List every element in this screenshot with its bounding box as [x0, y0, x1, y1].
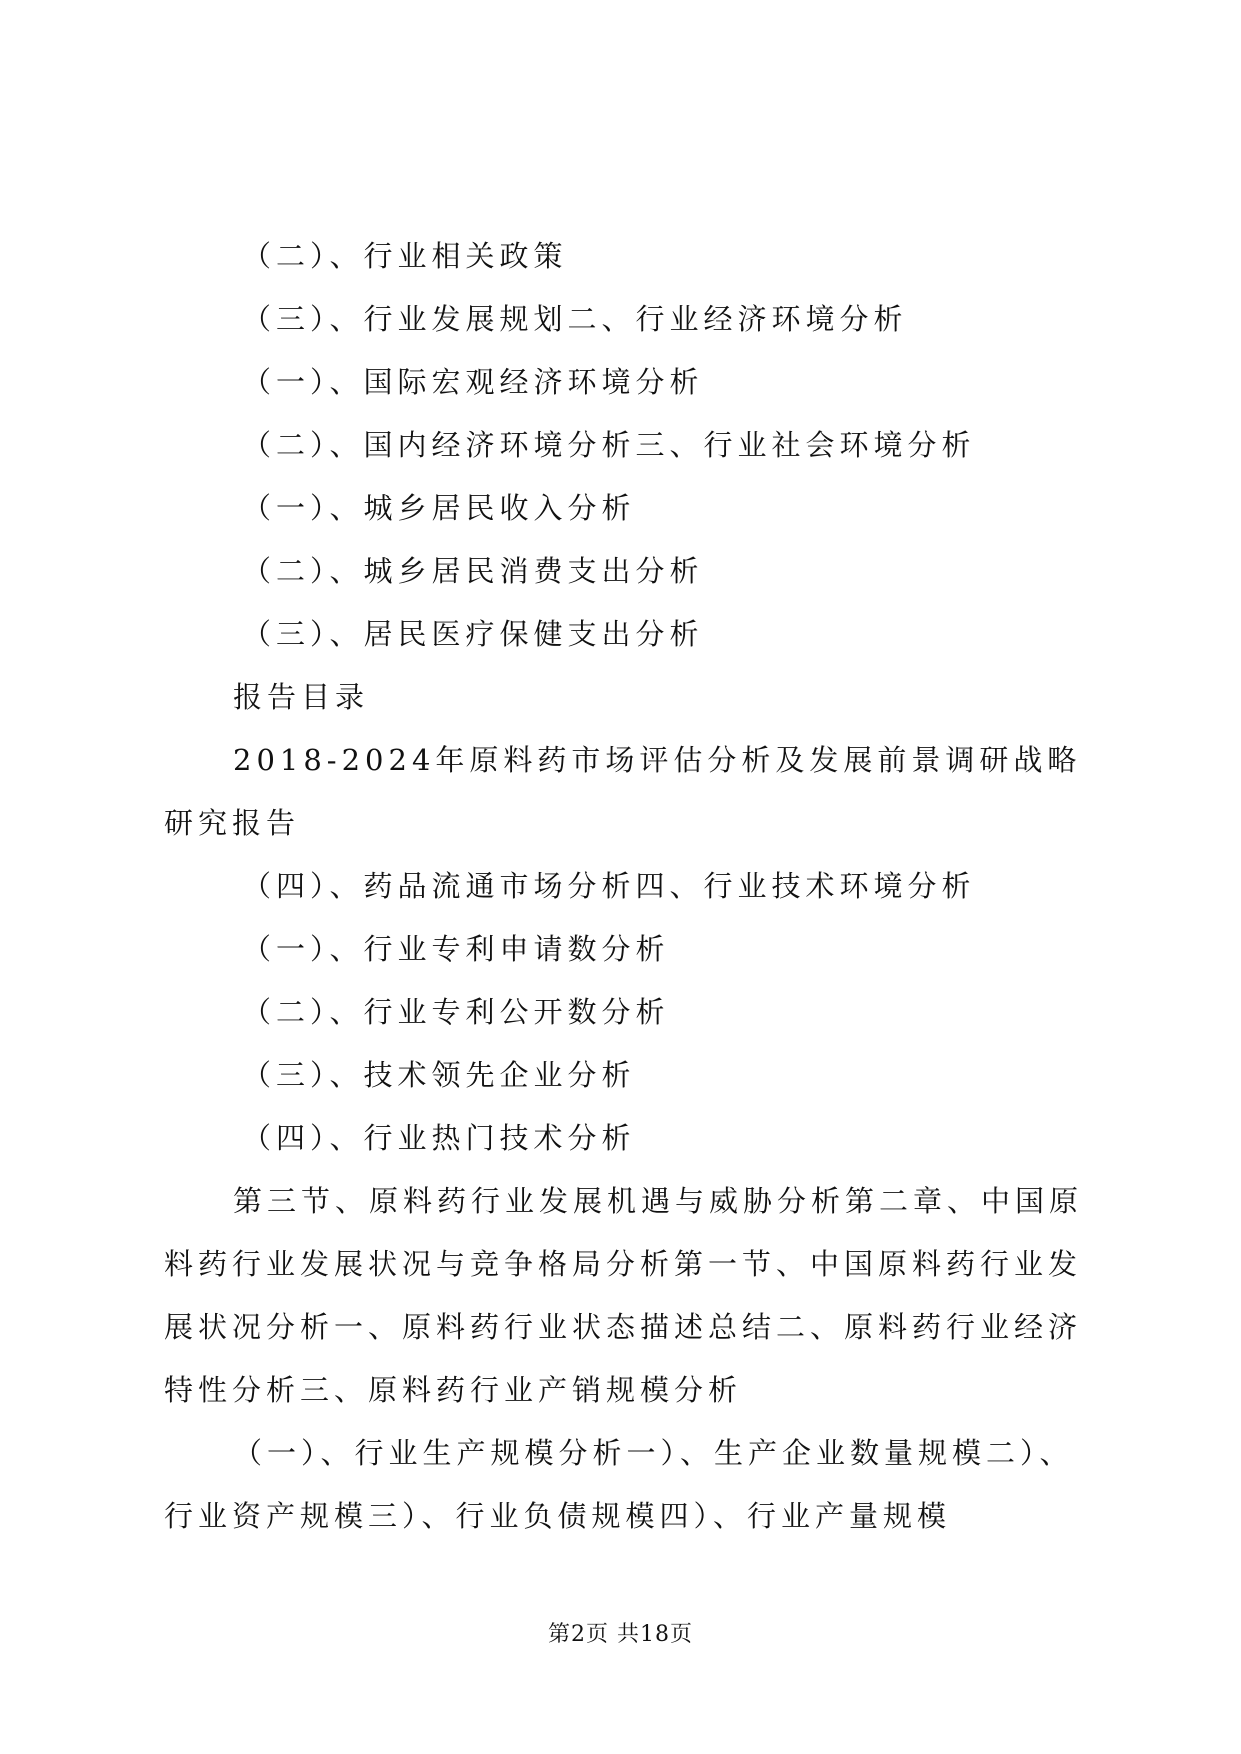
toc-line: （二）、行业相关政策 — [242, 239, 568, 273]
toc-line: （三）、居民医疗保健支出分析 — [242, 617, 704, 651]
toc-line: （二）、国内经济环境分析三、行业社会环境分析 — [242, 428, 976, 462]
toc-line: （一）、城乡居民收入分析 — [242, 491, 636, 525]
toc-paragraph: （一）、行业生产规模分析一）、生产企业数量规模二）、行业资产规模三）、行业负债规模四）、行业产量规模 — [164, 1436, 1074, 1533]
toc-line: （三）、技术领先企业分析 — [242, 1058, 636, 1092]
toc-paragraph: 第三节、原料药行业发展机遇与威胁分析第二章、中国原料药行业发展状况与竞争格局分析第一节、中国原料药行业发展状况分析一、原料药行业状态描述总结二、原料药行业经济特性分析三、原料药行业产销规模分析 — [164, 1184, 1084, 1407]
toc-line: （四）、药品流通市场分析四、行业技术环境分析 — [242, 869, 976, 903]
toc-line: （二）、行业专利公开数分析 — [242, 995, 670, 1029]
toc-line: （一）、国际宏观经济环境分析 — [242, 365, 704, 399]
toc-line: （四）、行业热门技术分析 — [242, 1121, 636, 1155]
toc-line: （二）、城乡居民消费支出分析 — [242, 554, 704, 588]
toc-line: （一）、行业专利申请数分析 — [242, 932, 670, 966]
page-footer: 第2页 共18页 — [548, 1622, 693, 1647]
report-title: 2018-2024年原料药市场评估分析及发展前景调研战略研究报告 — [164, 743, 1082, 840]
toc-line: （三）、行业发展规划二、行业经济环境分析 — [242, 302, 908, 336]
section-heading: 报告目录 — [233, 680, 370, 714]
document-body — [164, 225, 1084, 1548]
